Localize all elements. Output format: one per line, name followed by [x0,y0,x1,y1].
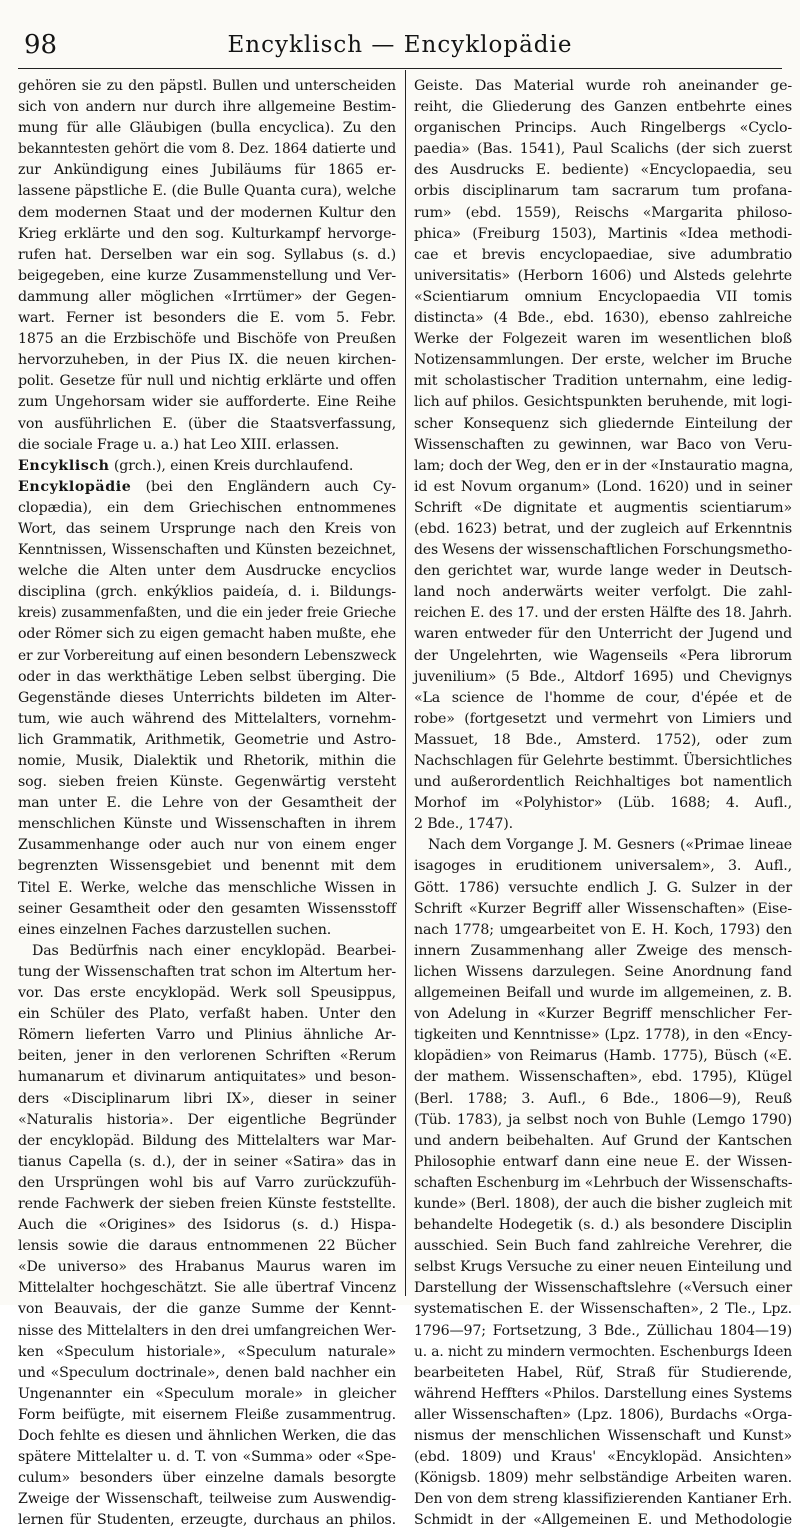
text-line [18,1363,396,1384]
text-line [18,709,396,730]
line-text: des Wesens der wissenschaftlichen Forschungsmetho- [414,542,792,559]
text-line [414,1489,792,1510]
text-line [414,519,792,540]
line-text: hervorzuheben, in der Pius IX. die neuen kirchen- [18,352,396,369]
line-text: wart. Ferner ist besonders die E. vom 5. Febr. [18,310,396,327]
text-line [18,582,396,603]
text-line [414,1321,792,1342]
line-text: rufen hat. Derselben war ein sog. Syllabus (s. d.) [18,246,396,263]
text-line [18,1257,396,1278]
text-line [414,1046,792,1067]
text-line [414,181,792,202]
line-text: rum» (ebd. 1559), Reischs «Margarita philoso- [414,204,792,221]
text-line [18,76,396,97]
text-line [18,287,396,308]
line-text: Schmidt in der «Allgemeinen E. und Methodologie [414,1512,792,1529]
line-text: Geiste. Das Material wurde roh aneinander ge- [414,78,792,94]
text-line [414,793,792,814]
line-text: den Ursprüngen wohl bis auf Varro zurückzufüh- [18,1174,396,1191]
text-line [414,899,792,920]
text-line [414,1447,792,1468]
line-text: (ebd. 1623) betrat, und der zugleich auf Erkenntnis [414,520,792,537]
line-text: 2 Bde., 1747). [414,816,514,833]
text-line [18,329,396,350]
line-text: lich Grammatik, Arithmetik, Geometrie und Astro- [18,731,396,748]
text-line [414,1110,792,1131]
text-line [18,1447,396,1468]
line-text: Notizensammlungen. Der erste, welcher im Bruche [414,352,792,369]
line-text: «De universo» des Hrabanus Maurus waren im [18,1259,396,1276]
text-line [18,371,396,392]
text-line [414,1067,792,1088]
line-text: allgemeinen Beifall und wurde im allgemeinen, z. B. [414,985,792,1002]
text-line [414,709,792,730]
line-text: Titel E. Werke, welche das menschliche Wissen in [18,879,396,896]
text-line [18,139,396,160]
text-line [414,1510,792,1531]
line-text: sich von andern nur durch ihre allgemeine Bestim- [18,99,396,116]
line-text: lich auf philos. Gesichtspunkten beruhende, mit logi- [414,394,792,411]
text-line [18,983,396,1004]
text-line [414,1089,792,1110]
text-line [414,97,792,118]
text-line [414,1384,792,1405]
line-text: juvenilium» (5 Bde., Altdorf 1695) und Chevignys [414,668,792,685]
line-text: nomie, Musik, Dialektik und Rhetorik, mithin die [18,753,396,769]
line-text: 1875 an die Erzbischöfe und Bischöfe von Preußen [18,331,396,348]
text-line [18,498,396,519]
text-line [18,1067,396,1088]
text-line [18,1110,396,1131]
text-line [18,1131,396,1152]
text-line [414,1299,792,1320]
text-line [414,941,792,962]
entry-headword: Encyklopädie [18,478,132,495]
line-text: Wissenschaften zu gewinnen, war Baco von Veru- [414,436,792,453]
text-line [414,1173,792,1194]
line-text: vor. Das erste encyklopäd. Werk soll Speusippus, [18,985,396,1002]
text-line [18,1173,396,1194]
text-line [414,329,792,350]
line-text: humanarum et divinarum antiquitates» und beson- [18,1069,396,1086]
line-text: tigkeiten und Kenntnisse» (Lpz. 1778), in den «Ency- [414,1027,792,1044]
text-line [414,245,792,266]
line-text: distincta» (4 Bde., ebd. 1630), ebenso zahlreiche [414,310,792,327]
line-text: id est Novum organum» (Lond. 1620) und in seiner [414,478,792,495]
text-line [18,1405,396,1426]
line-text: Philosophie entwarf dann eine neue E. der Wissen- [414,1153,792,1170]
line-text: organischen Princips. Auch Ringelbergs «Cyclo- [414,120,792,137]
text-line [414,920,792,941]
left-column [18,76,396,1529]
text-line [18,519,396,540]
text-line [414,1194,792,1215]
text-line [18,624,396,645]
text-line [18,793,396,814]
text-line [414,983,792,1004]
text-line [414,1426,792,1447]
line-text: er zur Vorbereitung auf einen besondern Lebenszweck [18,647,396,664]
line-text: des Ausdrucks E. bediente) «Encyclopaedia, seu [414,162,792,179]
line-text: Das Bedürfnis nach einer encyklopäd. Bearbei- [32,942,396,959]
line-text: disciplina (grch. enkýklios paideía, d. i. Bildungs- [18,584,396,601]
line-text: cae et brevis encyclopaediae, sive adumbratio [414,246,792,263]
text-line [18,224,396,245]
text-line [414,1342,792,1363]
text-line [18,603,396,624]
text-line [18,814,396,835]
text-line [18,1215,396,1236]
line-text: Darstellung der Wissenschaftslehre («Versuch einer [414,1280,792,1297]
text-line [18,1384,396,1405]
line-text: mit scholastischer Tradition unternahm, eine ledig- [414,373,792,390]
line-text: robe» (fortgesetzt und vermehrt von Limiers und [414,710,792,727]
text-line [414,962,792,983]
line-text: den gerichtet war, wurde lange weder in Deutsch- [414,563,792,580]
text-line [414,1405,792,1426]
line-text: polit. Gesetze für null und nichtig erklärte und offen [18,373,396,390]
column-divider [405,70,406,1296]
text-line [414,603,792,624]
text-line [414,118,792,139]
line-text: man unter E. die Lehre von der Gesamtheit der [18,795,396,812]
text-line [414,224,792,245]
line-text: Gegenstände dieses Unterrichts bildeten im Alter- [18,689,396,706]
line-text: behandelte Hodegetik (s. d.) als besondere Disciplin [414,1217,792,1234]
text-line [414,266,792,287]
text-line [18,962,396,983]
line-text: culum» besonders über einzelne damals besorgte [18,1470,396,1487]
line-text: phica» (Freiburg 1503), Martinis «Idea methodi- [414,225,792,242]
text-line [18,97,396,118]
text-line [414,456,792,477]
text-line [18,540,396,561]
line-text: bearbeiteten Habel, Rüf, Straß für Studierende, [414,1364,792,1381]
line-text: nismus der menschlichen Wissenschaft und Kunst» [414,1428,792,1444]
line-text: oder in das werkthätige Leben selbst überging. Die [18,668,396,685]
line-text: (Berl. 1788; 3. Aufl., 6 Bde., 1806—9), Reuß [414,1090,792,1107]
text-line [414,308,792,329]
text-line [18,1089,396,1110]
text-line [18,266,396,287]
line-text: und außerordentlich Reichhaltiges bot namentlich [414,774,792,791]
line-text: schaften Eschenburg im «Lehrbuch der Wissenschafts- [414,1174,793,1191]
line-text: lassene päpstliche E. (die Bulle Quanta cura), welche [18,183,396,200]
line-text: Zusammenhange oder auch nur von einem enger [18,837,396,854]
text-line [18,856,396,877]
text-line [18,1468,396,1489]
line-text: nisse des Mittelalters in den drei umfangreichen Wer- [18,1322,396,1339]
text-line [18,414,396,435]
line-text: reichen E. des 17. und der ersten Hälfte des 18. Jahrh. [414,605,792,622]
text-line [414,1468,792,1489]
text-line [414,350,792,371]
text-line [414,688,792,709]
header-rule [18,68,782,69]
text-line [414,878,792,899]
text-line [18,1278,396,1299]
line-text: Nachschlagen für Gelehrte bestimmt. Übersichtliches [414,753,792,769]
line-text: beigegeben, eine kurze Zusammenstellung und Ver- [18,267,396,284]
line-text: selbst Krugs Versuche zu einer neuen Einteilung und [414,1259,792,1276]
text-line [18,118,396,139]
line-text: systematischen E. der Wissenschaften», 2 Tle., Lpz. [414,1301,792,1318]
text-line [18,667,396,688]
line-text: Zweige der Wissenschaft, teilweise zum Auswendig- [18,1491,396,1508]
text-line [414,1363,792,1384]
line-text: begrenzten Wissensgebiet und benennt mit dem [18,858,396,875]
line-text: dammung aller möglichen «Irrtümer» der Gegen- [18,288,396,305]
line-text: dem modernen Staat und der modernen Kultur den [18,204,396,221]
text-line [414,392,792,413]
line-text: zum Ungehorsam wider sie aufforderte. Eine Reihe [18,394,396,411]
line-text: Schrift «Kurzer Begriff aller Wissenschaften» (Eise- [414,900,792,917]
line-text: paedia» (Bas. 1541), Paul Scalichs (der sich zuerst [414,141,792,158]
page-number: 98 [24,30,58,60]
text-line [414,814,792,835]
line-text: clopædia), ein dem Griechischen entnommenes [18,499,396,516]
line-text: lernen für Studenten, erzeugte, durchaus an philos. [18,1512,396,1529]
line-text: Den von dem streng klassifizierenden Kantianer Erh. [414,1491,792,1508]
running-head: Encyklisch — Encyklopädie [227,32,573,58]
line-text: 1796—97; Fortsetzung, 3 Bde., Züllichau 1804—19) [414,1322,792,1339]
text-line [414,646,792,667]
text-line [18,160,396,181]
line-text: Form beifügte, mit eisernem Fleiße zusammentrug. [18,1406,396,1423]
line-text: «Naturalis historia». Der eigentliche Begründer [18,1111,396,1128]
line-text: gehören sie zu den päpstl. Bullen und unterscheiden [18,78,396,94]
line-text: «Scientiarum omnium Encyclopaedia VII tomis [414,288,792,305]
line-text: Ungenannter ein «Speculum morale» in gleicher [18,1385,396,1402]
line-text: beiten, jener in den verlorenen Schriften «Rerum [18,1048,396,1065]
line-text: Gött. 1786) versuchte endlich J. G. Sulzer in der [414,879,792,896]
line-text: scher Konsequenz sich gliedernde Einteilung der [414,415,792,432]
line-text: von ausführlichen E. (über die Staatsverfassung, [18,415,396,432]
text-line [414,203,792,224]
line-text: Krieg erklärte und den sog. Kulturkampf hervorge- [18,225,396,242]
line-text: tianus Capella (s. d.), der in seiner «Satira» das in [18,1153,396,1170]
text-line [414,498,792,519]
text-line [18,688,396,709]
text-line [18,392,396,413]
right-column [414,76,794,1529]
text-line [414,477,792,498]
line-text: lam; doch der Weg, den er in der «Instauratio magna, [414,457,794,474]
line-text: Auch die «Origines» des Isidorus (s. d.) Hispa- [18,1217,396,1234]
line-text: sog. sieben freien Künste. Gegenwärtig versteht [18,774,396,791]
text-line [18,772,396,793]
line-text: bekanntesten gehört die vom 8. Dez. 1864 datierte und [18,141,396,158]
text-line [18,1342,396,1363]
text-line [414,667,792,688]
line-text: ken «Speculum historiale», «Speculum naturale» [18,1343,396,1360]
text-line [414,1004,792,1025]
line-text: isagoges in eruditionem universalem», 3. Aufl., [414,858,792,875]
line-text: Wort, das seinem Ursprunge nach den Kreis von [18,520,396,537]
line-text: Massuet, 18 Bde., Amsterd. 1752), oder zum [414,731,792,748]
line-text: Mittelalter hochgeschätzt. Sie alle übertraf Vincenz [18,1280,396,1297]
line-text: lensis sowie die daraus entnommenen 22 Bücher [18,1238,396,1255]
text-line [414,624,792,645]
text-line [18,1152,396,1173]
page-header [18,26,782,66]
text-line [414,287,792,308]
line-text: orbis disciplinarum tam sacrarum tum profana- [414,183,792,200]
line-text: eines einzelnen Faches darzustellen suchen. [18,921,332,938]
text-line [414,1025,792,1046]
text-line [414,1152,792,1173]
line-text: die sociale Frage u. a.) hat Leo XIII. erlassen. [18,436,340,453]
line-text: welche die Alten unter dem Ausdrucke encyclios [18,563,396,580]
line-text: waren entweder für den Unterricht der Jugend und [414,626,792,643]
text-line [414,1131,792,1152]
text-line [414,371,792,392]
text-line [18,1194,396,1215]
line-text: Doch fehlte es diesen und ähnlichen Werken, die das [18,1428,396,1444]
line-text: von Beauvais, der die ganze Summe der Kennt- [18,1301,396,1318]
text-line [414,139,792,160]
line-text: nach 1778; umgearbeitet von E. H. Koch, 1793) den [414,921,792,938]
text-line [18,941,396,962]
text-line [18,308,396,329]
text-line [18,561,396,582]
line-text: der mathem. Wissenschaften», ebd. 1795), Klügel [414,1069,792,1086]
line-text: (bei den Engländern auch Cy- [131,478,396,495]
line-text: der Ungelehrten, wie Wagenseils «Pera librorum [414,647,792,664]
line-text: menschlichen Künste und Wissenschaften in ihrem [18,816,396,833]
line-text: zur Ankündigung eines Jubiläums für 1865 er- [18,162,396,179]
text-line [414,835,792,856]
text-line [414,160,792,181]
text-line [18,899,396,920]
line-text: rende Fachwerk der sieben freien Künste feststellte. [18,1195,396,1212]
text-line [18,1025,396,1046]
line-text: und andern beibehalten. Auf Grund der Kantschen [414,1132,792,1149]
line-text: seiner Gesamtheit oder den gesamten Wissensstoff [18,900,396,917]
line-text: spätere Mittelalter u. d. T. von «Summa» oder «Spe- [18,1449,396,1466]
line-text: von Adelung in «Kurzer Begriff menschlicher Fer- [414,1006,792,1023]
line-text: kreis) zusammenfaßten, und die ein jeder freie Grieche [18,605,396,622]
line-text: klopädien» von Reimarus (Hamb. 1775), Büsch («E. [414,1048,792,1065]
text-line [414,435,792,456]
text-line [18,878,396,899]
line-text: «La science de l'homme de cour, d'épée et de [414,689,792,706]
entry-headword: Encyklisch [18,457,110,474]
text-line [18,245,396,266]
text-line [414,772,792,793]
line-text: lichen Wissens darzulegen. Seine Anordnung fand [414,963,792,980]
text-line [414,730,792,751]
text-line [18,181,396,202]
line-text: oder Römer sich zu eigen gemacht haben mußte, ehe [18,626,396,643]
text-line [18,1299,396,1320]
text-line [18,1426,396,1447]
text-line [18,350,396,371]
line-text: ein Schüler des Plato, verfaßt haben. Unter den [18,1006,396,1023]
line-text: land noch anderwärts weiter verfolgt. Die zahl- [414,584,792,601]
text-line [414,1278,792,1299]
line-text: mung für alle Gläubigen (bulla encyclica). Zu den [18,120,396,137]
text-line [18,751,396,772]
line-text: Kenntnissen, Wissenschaften und Künsten bezeichnet, [18,542,396,559]
text-line [18,730,396,751]
line-text: während Heffters «Philos. Darstellung eines Systems [414,1385,792,1402]
text-line [414,1236,792,1257]
text-line [18,1489,396,1510]
line-text: innern Zusammenhang aller Zweige des mensch- [414,942,792,959]
line-text: tung der Wissenschaften trat schon im Altertum her- [18,963,396,980]
line-text: reiht, die Gliederung des Ganzen entbehrte eines [414,99,792,116]
text-line [18,1046,396,1067]
text-line [18,477,396,498]
text-line [18,435,396,456]
text-line [18,1004,396,1025]
text-line [18,646,396,667]
line-text: (grch.), einen Kreis durchlaufend. [109,457,354,474]
text-line [18,1510,396,1531]
text-line [414,414,792,435]
line-text: (ebd. 1809) und Kraus' «Encyklopäd. Ansichten» [414,1449,792,1466]
text-line [414,561,792,582]
text-line [18,1236,396,1257]
line-text: der encyklopäd. Bildung des Mittelalters war Mar- [18,1132,396,1149]
line-text: Morhof im «Polyhistor» (Lüb. 1688; 4. Aufl., [414,795,792,812]
text-line [414,751,792,772]
line-text: Werke der Folgezeit waren im wesentlichen bloß [414,331,792,348]
line-text: Römern lieferten Varro und Plinius ähnliche Ar- [18,1027,396,1044]
text-line [18,1321,396,1342]
text-line [414,582,792,603]
line-text: und «Speculum doctrinale», denen bald nachher ein [18,1364,396,1381]
line-text: Nach dem Vorgange J. M. Gesners («Primae lineae [428,837,792,854]
text-line [18,203,396,224]
text-line [414,1215,792,1236]
line-text: aller Wissenschaften» (Lpz. 1806), Burdachs «Orga- [414,1406,792,1423]
text-line [414,1257,792,1278]
line-text: tum, wie auch während des Mittelalters, vornehm- [18,710,396,727]
line-text: universitatis» (Herborn 1606) und Alsteds gelehrte [414,267,792,284]
text-line [414,540,792,561]
line-text: Schrift «De dignitate et augmentis scientiarum» [414,499,792,516]
line-text: u. a. nicht zu mindern vermochten. Eschenburgs Ideen [414,1343,792,1360]
text-line [414,76,792,97]
line-text: ausschied. Sein Buch fand zahlreiche Verehrer, die [414,1238,792,1255]
line-text: ders «Disciplinarum libri IX», dieser in seiner [18,1090,396,1107]
text-line [414,856,792,877]
line-text: (Königsb. 1809) mehr selbständige Arbeiten waren. [414,1470,792,1487]
text-line [18,920,396,941]
line-text: kunde» (Berl. 1808), der auch die bisher zugleich mit [414,1195,792,1212]
line-text: (Tüb. 1783), ja selbst noch von Buhle (Lemgo 1790) [414,1111,792,1128]
text-line [18,835,396,856]
text-line [18,456,396,477]
